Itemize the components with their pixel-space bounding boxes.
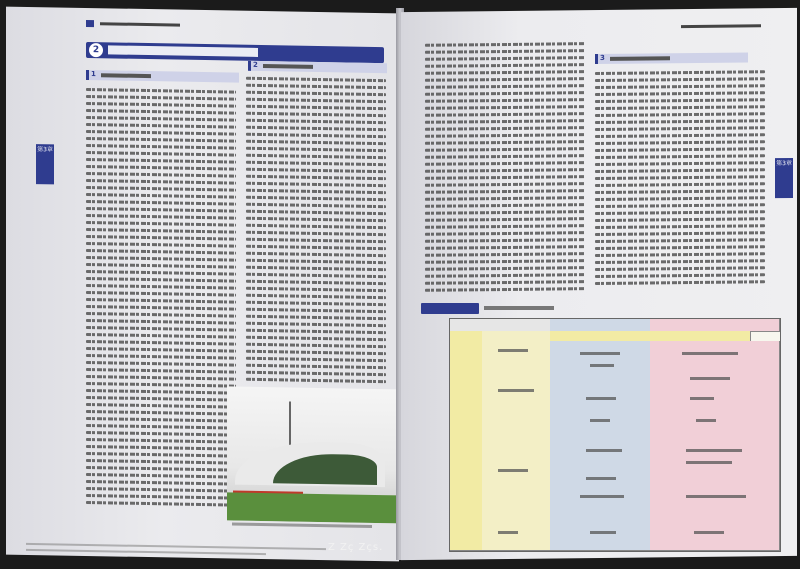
page-header <box>86 20 180 29</box>
subsection-heading <box>248 61 387 73</box>
section-title-band <box>86 42 384 63</box>
overlay-text: Z Zç Zçs. <box>328 542 384 553</box>
page-header <box>681 22 761 30</box>
footnote <box>26 549 266 555</box>
body-text-column <box>86 88 236 511</box>
left-page <box>6 7 399 562</box>
chapter-side-tab <box>775 158 793 198</box>
chapter-tag <box>86 20 94 27</box>
chapter-side-tab <box>36 144 54 184</box>
body-text-column <box>246 77 386 387</box>
subsection-heading <box>595 52 748 64</box>
subsection-heading <box>86 70 239 83</box>
ship-photo <box>227 386 399 523</box>
subsection-number: 1 <box>91 70 96 79</box>
figure-title <box>484 306 554 310</box>
figure-label <box>421 303 479 314</box>
chapter-side-tab-label: 第3章 <box>776 159 792 168</box>
comparison-table <box>449 318 781 552</box>
section-title <box>108 45 258 57</box>
body-text-column <box>595 70 765 289</box>
body-text-column <box>425 42 585 296</box>
subsection-number: 2 <box>253 60 258 69</box>
photo-caption <box>232 523 372 528</box>
chapter-side-tab-label: 第3章 <box>37 146 53 154</box>
subsection-number: 3 <box>600 53 605 62</box>
section-number: 2 <box>89 43 103 57</box>
